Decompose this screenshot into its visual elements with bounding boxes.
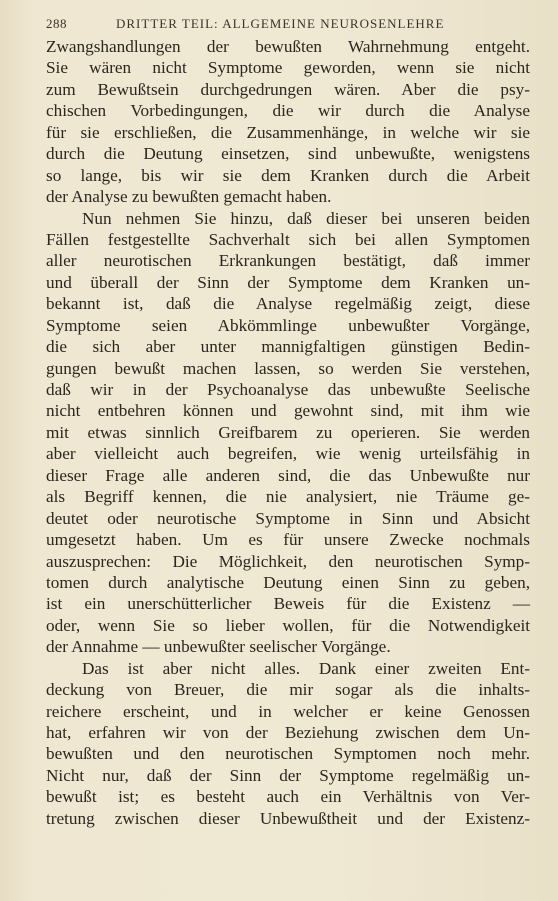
text-line: als Begriff kennen, die nie analysiert, nie Träume ge- [46, 487, 530, 507]
text-line: dieser Frage alle anderen sind, die das Unbewußte nur [46, 465, 530, 485]
text-line: oder, wenn Sie so lieber wollen, für die Notwendigkeit [46, 615, 530, 635]
text-line: bewußten und den neurotischen Symptomen noch mehr. [46, 744, 530, 764]
text-line: der Analyse zu bewußten gemacht haben. [46, 187, 332, 207]
text-line: aber vielleicht auch begreifen, wie wenig urteilsfähig in [46, 444, 530, 464]
text-line: deutet oder neurotische Symptome in Sinn und Absicht [46, 508, 530, 528]
text-line: deckung von Breuer, die mir sogar als die inhalts- [46, 680, 530, 700]
text-line: durch die Deutung einsetzen, sind unbewußte, wenigstens [46, 144, 530, 164]
text-line: die sich aber unter mannigfaltigen günstigen Bedin- [46, 337, 530, 357]
text-line: zum Bewußtsein durchgedrungen wären. Aber die psy- [46, 79, 530, 99]
text-line: Fällen festgestellte Sachverhalt sich bei allen Symptomen [46, 229, 530, 249]
text-line: Nicht nur, daß der Sinn der Symptome regelmäßig un- [46, 765, 530, 785]
text-line: der Annahme — unbewußter seelischer Vorgänge. [46, 637, 391, 657]
text-line: und überall der Sinn der Symptome dem Kranken un- [46, 272, 530, 292]
running-title: DRITTER TEIL: ALLGEMEINE NEUROSENLEHRE [116, 16, 445, 31]
body-text [46, 36, 530, 829]
text-line: ist ein unerschütterlicher Beweis für die Existenz — [46, 594, 530, 614]
text-line: gungen bewußt machen lassen, so werden Sie verstehen, [46, 358, 530, 378]
paragraph-start-line: Nun nehmen Sie hinzu, daß dieser bei unseren beiden [82, 208, 530, 228]
text-line: tretung zwischen dieser Unbewußtheit und der Existenz- [46, 808, 530, 828]
text-line: Zwangshandlungen der bewußten Wahrnehmung entgeht. [46, 37, 530, 56]
text-line: umgesetzt haben. Um es für unsere Zwecke nochmals [46, 530, 530, 550]
text-line: chischen Vorbedingungen, die wir durch die Analyse [46, 101, 530, 121]
text-line: daß wir in der Psychoanalyse das unbewußte Seelische [46, 380, 530, 399]
text-line: mit etwas sinnlich Greifbarem zu operieren. Sie werden [46, 422, 530, 442]
page-header [46, 16, 530, 32]
paragraph-start-line: Das ist aber nicht alles. Dank einer zweiten Ent- [82, 658, 530, 678]
text-line: tomen durch analytische Deutung einen Sinn zu geben, [46, 572, 530, 592]
text-line: so lange, bis wir sie dem Kranken durch die Arbeit [46, 165, 530, 185]
text-line: Symptome seien Abkömmlinge unbewußter Vorgänge, [46, 315, 530, 335]
text-line: reichere erscheint, und in welcher er keine Genossen [46, 701, 530, 721]
text-line: hat, erfahren wir von der Beziehung zwischen dem Un- [46, 723, 530, 742]
text-line: nicht entbehren können und gewohnt sind, mit ihm wie [46, 401, 530, 421]
page-number: 288 [46, 16, 67, 31]
text-line: aller neurotischen Erkrankungen bestätigt, daß immer [46, 251, 530, 271]
text-line: Sie wären nicht Symptome geworden, wenn sie nicht [46, 58, 530, 78]
text-line: für sie erschließen, die Zusammenhänge, in welche wir sie [46, 122, 530, 142]
text-line: auszusprechen: Die Möglichkeit, den neurotischen Symp- [46, 551, 530, 571]
text-line: bekannt ist, daß die Analyse regelmäßig zeigt, diese [46, 294, 530, 314]
text-line: bewußt ist; es besteht auch ein Verhältnis von Ver- [46, 787, 530, 807]
